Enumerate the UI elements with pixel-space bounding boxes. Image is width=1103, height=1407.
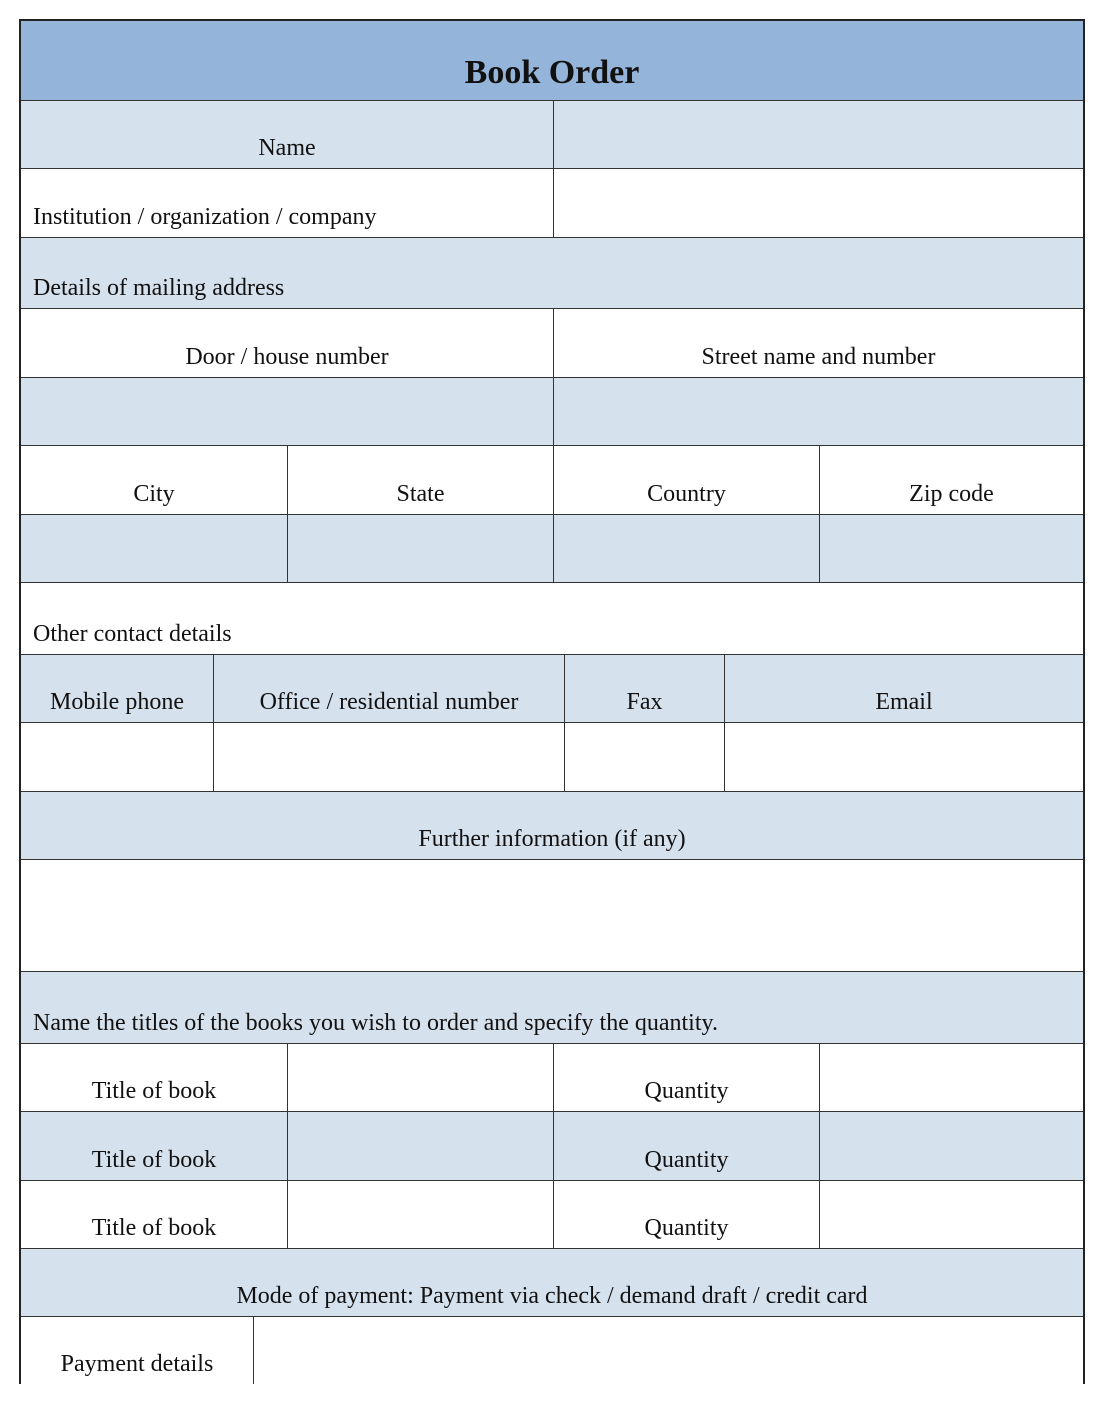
contact-section-heading: Other contact details — [33, 621, 232, 647]
institution-row — [21, 169, 1083, 238]
country-label: Country — [553, 446, 819, 514]
payment-details-field[interactable] — [253, 1317, 1083, 1384]
further-info-field-row — [21, 860, 1083, 972]
mobile-label: Mobile phone — [50, 689, 184, 715]
fax-label: Fax — [564, 655, 724, 722]
book-title-field[interactable] — [287, 1044, 553, 1111]
street-label: Street name and number — [553, 309, 1083, 377]
quantity-label: Quantity — [553, 1181, 819, 1248]
state-label: State — [287, 446, 553, 514]
contact-fields-row — [21, 723, 1083, 792]
quantity-field[interactable] — [819, 1044, 1083, 1111]
street-field[interactable] — [553, 378, 1083, 445]
zip-field[interactable] — [819, 515, 1083, 582]
institution-field[interactable] — [553, 169, 1083, 237]
city-field[interactable] — [21, 515, 287, 582]
mailing-section-row — [21, 238, 1083, 309]
further-info-row — [21, 792, 1083, 860]
quantity-field[interactable] — [819, 1112, 1083, 1180]
door-field[interactable] — [21, 378, 553, 445]
quantity-label: Quantity — [553, 1044, 819, 1111]
address-labels-row — [21, 309, 1083, 378]
name-row — [21, 101, 1083, 169]
email-label: Email — [724, 655, 1083, 722]
email-field[interactable] — [724, 723, 1083, 791]
mailing-section-heading: Details of mailing address — [33, 275, 285, 301]
city-label: City — [133, 481, 175, 507]
office-field[interactable] — [213, 723, 564, 791]
fax-field[interactable] — [564, 723, 724, 791]
books-section-heading: Name the titles of the books you wish to order and specify the quantity. — [33, 1010, 718, 1036]
mobile-field[interactable] — [21, 723, 213, 791]
form-header — [21, 21, 1083, 101]
location-labels-row — [21, 446, 1083, 515]
contact-labels-row — [21, 655, 1083, 723]
form-title: Book Order — [464, 54, 640, 91]
book-title-field[interactable] — [287, 1112, 553, 1180]
country-field[interactable] — [553, 515, 819, 582]
further-info-label: Further information (if any) — [418, 826, 686, 852]
book-row — [21, 1044, 1083, 1112]
book-order-form — [19, 19, 1085, 1384]
name-field[interactable] — [553, 101, 1083, 168]
book-title-label: Title of book — [91, 1215, 217, 1241]
quantity-label: Quantity — [553, 1112, 819, 1180]
book-row — [21, 1112, 1083, 1181]
payment-details-row — [21, 1317, 1083, 1384]
payment-mode-label: Mode of payment: Payment via check / demand draft / credit card — [236, 1283, 868, 1309]
zip-label: Zip code — [819, 446, 1083, 514]
books-section-row — [21, 972, 1083, 1044]
book-title-field[interactable] — [287, 1181, 553, 1248]
office-label: Office / residential number — [213, 655, 564, 722]
state-field[interactable] — [287, 515, 553, 582]
name-label: Name — [258, 135, 316, 161]
payment-details-label: Payment details — [60, 1351, 214, 1377]
book-row — [21, 1181, 1083, 1249]
institution-label: Institution / organization / company — [33, 204, 377, 230]
quantity-field[interactable] — [819, 1181, 1083, 1248]
payment-mode-row — [21, 1249, 1083, 1317]
door-label: Door / house number — [185, 344, 389, 370]
address-fields-row — [21, 378, 1083, 446]
book-title-label: Title of book — [91, 1147, 217, 1173]
location-fields-row — [21, 515, 1083, 583]
contact-section-row — [21, 583, 1083, 655]
further-info-field[interactable] — [21, 860, 1083, 971]
book-title-label: Title of book — [91, 1078, 217, 1104]
